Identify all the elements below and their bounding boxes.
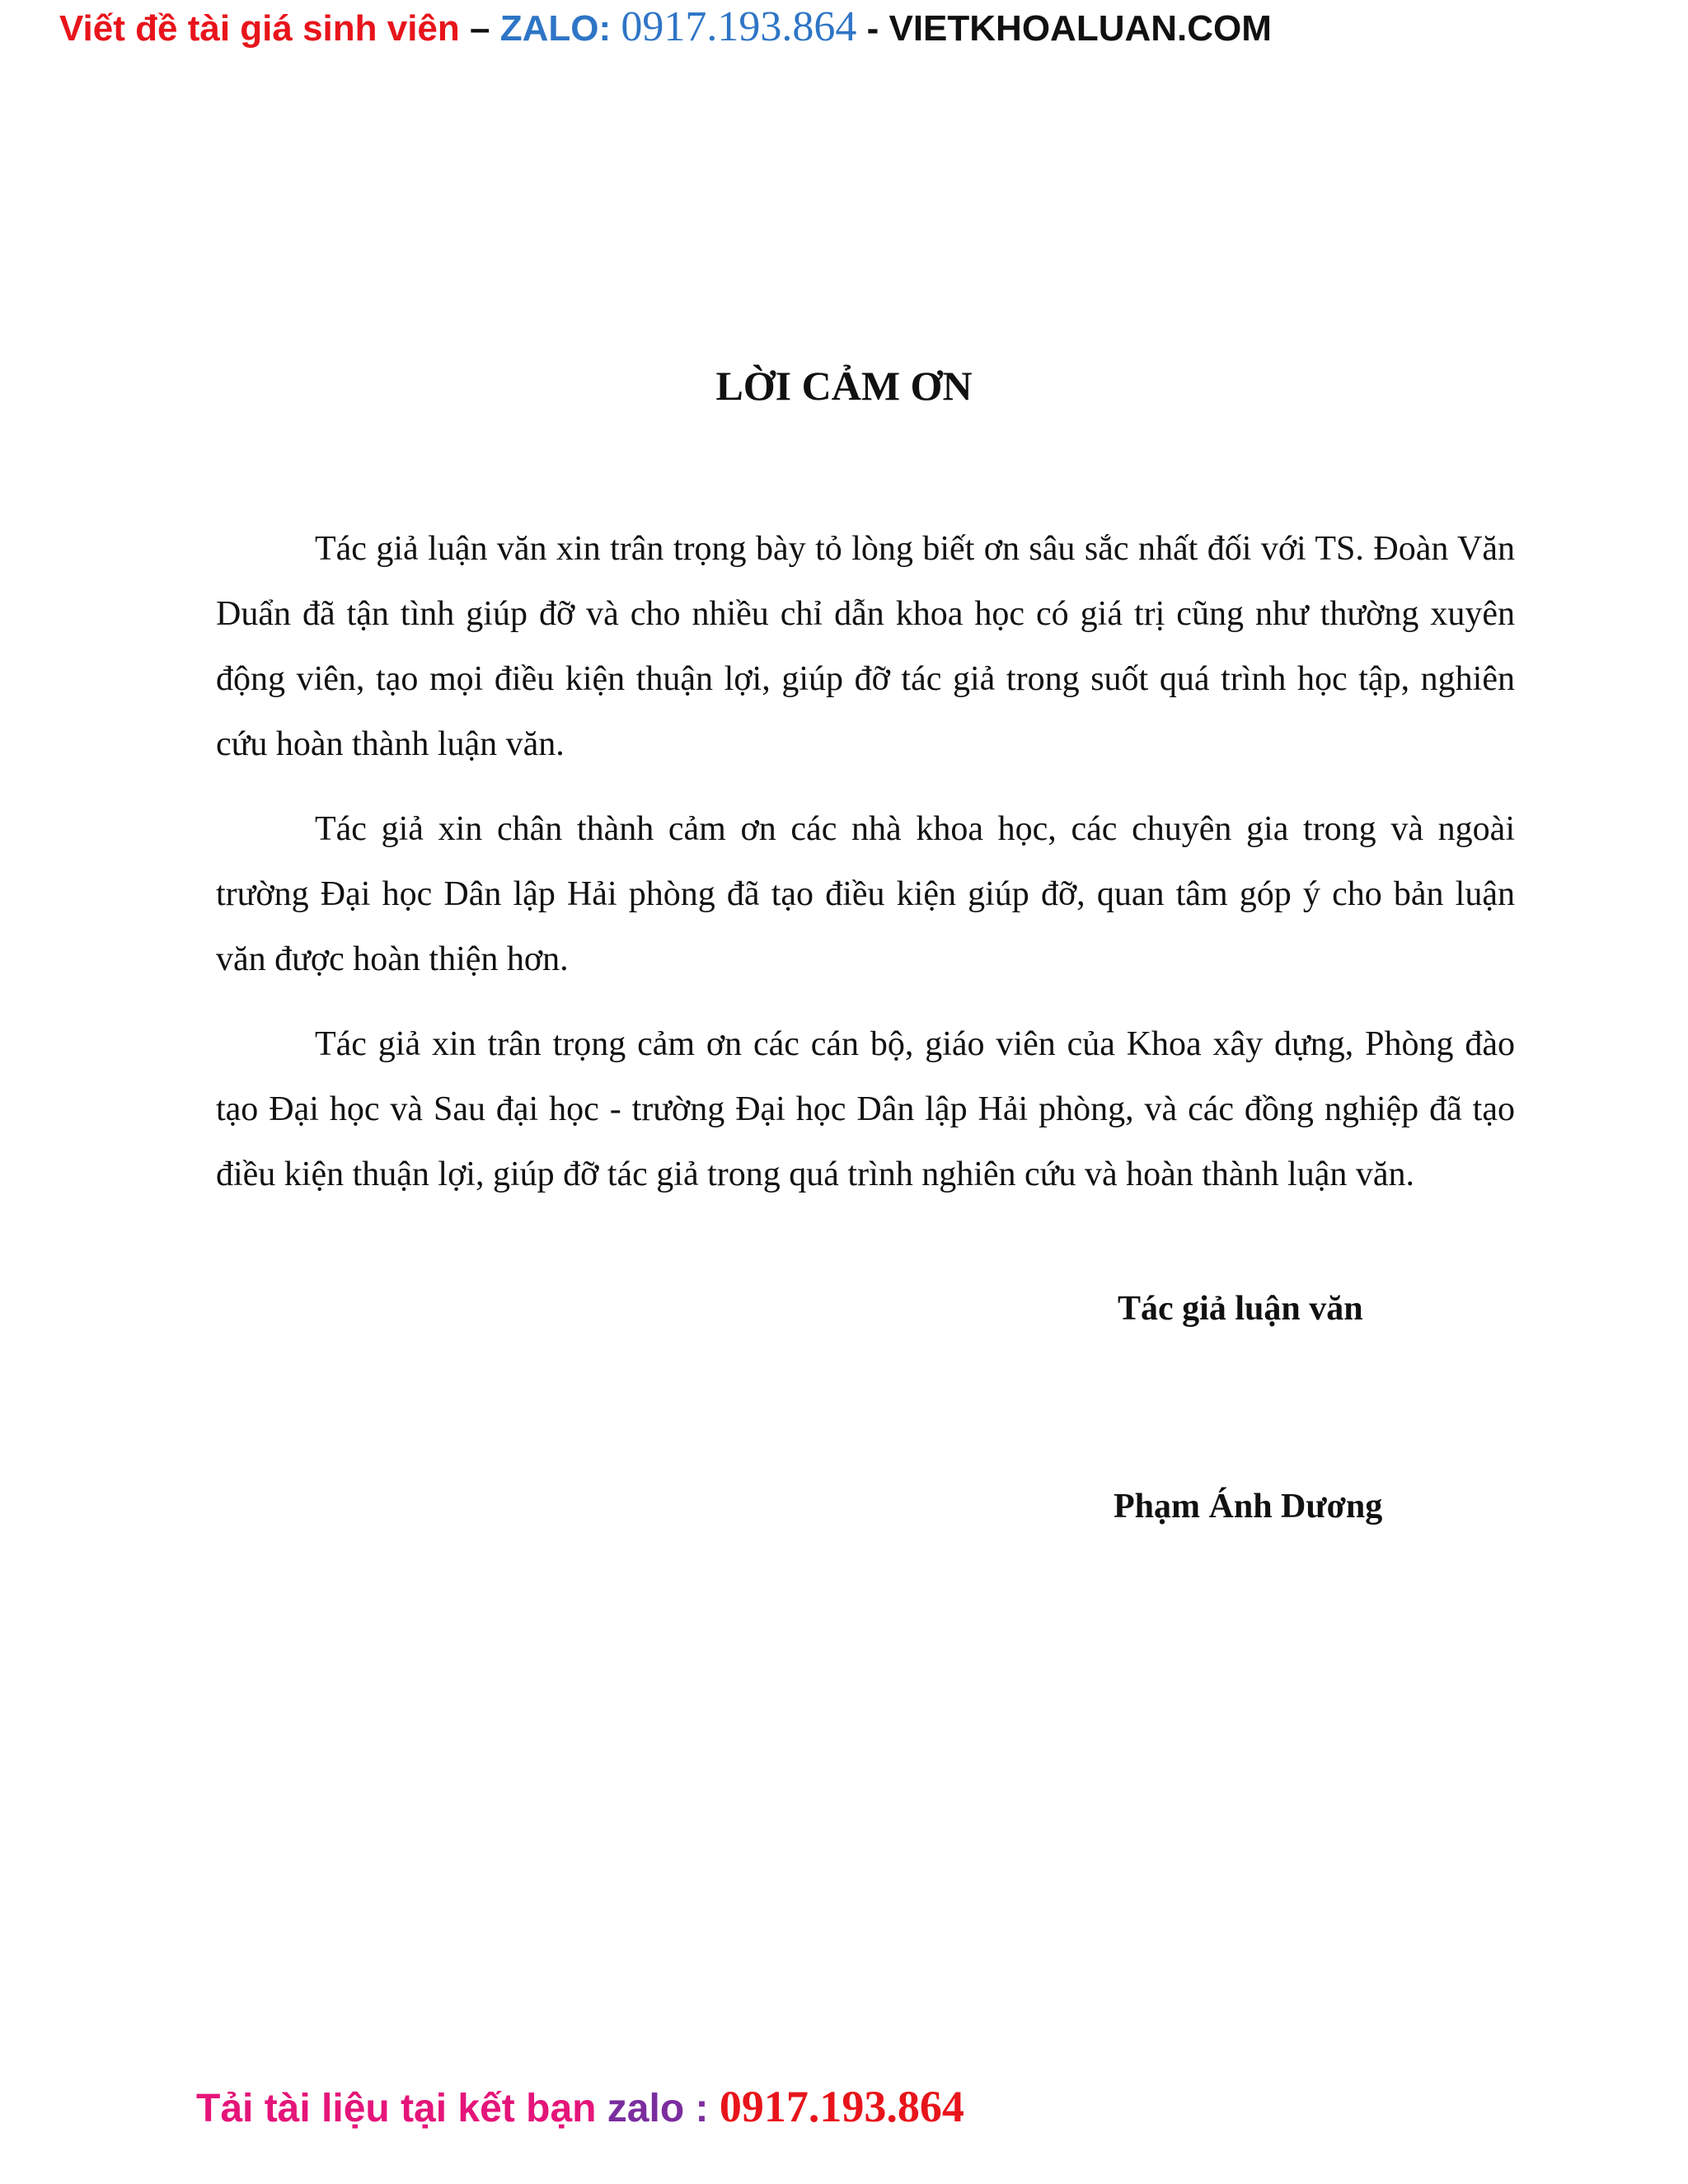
footer-banner [196,2080,964,2135]
banner-zalo-number: 0917.193.864 [621,3,857,50]
header-banner [59,2,1272,54]
footer-zalo-label: zalo [607,2087,685,2130]
acknowledgement-body [216,517,1515,1227]
banner-promo-text: Viết đề tài giá sinh viên [59,8,460,49]
paragraph-1: Tác giả luận văn xin trân trọng bày tỏ lòng biết ơn sâu sắc nhất đối với TS. Đoàn Văn Duẩn đã tận tình giúp đỡ và cho nhiều chỉ dẫn khoa học có giá trị cũng như thường xuyên động viên, tạo mọi điều kiện thuận lợi, giúp đỡ tác giả trong suốt quá trình học tập, nghiên cứu hoàn thành luận văn. [216,530,1515,763]
signature-name: Phạm Ánh Dương [1114,1488,1383,1526]
banner-zalo-label: ZALO: [499,8,621,49]
footer-colon: : [684,2087,720,2130]
banner-separator-2: - [856,8,889,49]
banner-site-name: VIETKHOALUAN.COM [889,8,1272,49]
footer-download-text: Tải tài liệu tại kết bạn [196,2087,607,2130]
paragraph-3: Tác giả xin trân trọng cảm ơn các cán bộ, giáo viên của Khoa xây dựng, Phòng đào tạo Đại học và Sau đại học - trường Đại học Dân lập Hải phòng, và các đồng nghiệp đã tạo điều kiện thuận lợi, giúp đỡ tác giả trong quá trình nghiên cứu và hoàn thành luận văn. [216,1025,1515,1193]
signature-label: Tác giả luận văn [1118,1290,1363,1328]
banner-separator: – [459,8,500,49]
page-title: LỜI CẢM ƠN [715,363,973,409]
footer-zalo-number: 0917.193.864 [719,2082,964,2131]
paragraph-2: Tác giả xin chân thành cảm ơn các nhà khoa học, các chuyên gia trong và ngoài trường Đại học Dân lập Hải phòng đã tạo điều kiện giúp đỡ, quan tâm góp ý cho bản luận văn được hoàn thiện hơn. [216,810,1515,978]
